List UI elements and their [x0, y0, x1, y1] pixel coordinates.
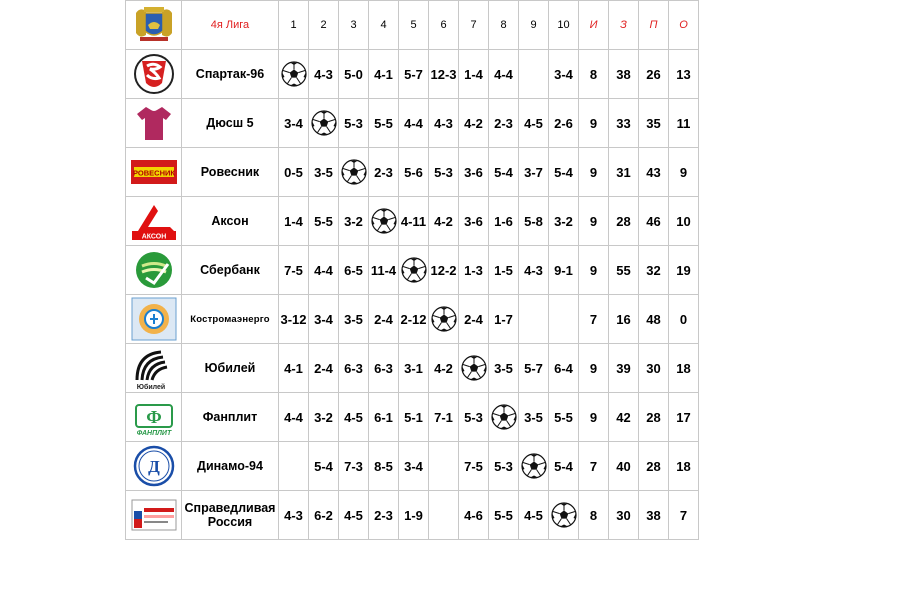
team-logo-cell — [126, 344, 182, 393]
match-result: 4-4 — [279, 393, 309, 442]
stat-header-points: О — [669, 1, 699, 50]
stat-games: 9 — [579, 99, 609, 148]
stat-goals-scored: 28 — [609, 197, 639, 246]
team-row — [126, 393, 699, 442]
match-result: 5-4 — [489, 148, 519, 197]
team-name: Фанплит — [182, 393, 279, 442]
team-logo-cell — [126, 197, 182, 246]
match-result: 1-7 — [489, 295, 519, 344]
stat-points: 13 — [669, 50, 699, 99]
svg-text:РОВЕСНИК: РОВЕСНИК — [132, 168, 175, 178]
stat-games: 7 — [579, 295, 609, 344]
match-result: 11-4 — [369, 246, 399, 295]
match-result: 5-5 — [549, 393, 579, 442]
match-result: 6-1 — [369, 393, 399, 442]
soccer-ball-icon — [341, 159, 367, 185]
stat-points: 0 — [669, 295, 699, 344]
match-result: 5-4 — [309, 442, 339, 491]
team-logo-cell — [126, 442, 182, 491]
stat-goals-conceded: 32 — [639, 246, 669, 295]
match-result: 6-4 — [549, 344, 579, 393]
soccer-ball-icon — [491, 404, 517, 430]
soccer-ball-icon — [461, 355, 487, 381]
header-row — [126, 1, 699, 50]
match-result: 4-3 — [429, 99, 459, 148]
self-match-cell — [309, 99, 339, 148]
match-result: 6-3 — [369, 344, 399, 393]
match-result: 3-5 — [339, 295, 369, 344]
match-result: 4-1 — [369, 50, 399, 99]
match-result: 2-4 — [459, 295, 489, 344]
match-result: 2-3 — [369, 148, 399, 197]
match-result: 5-5 — [309, 197, 339, 246]
match-result: 7-5 — [459, 442, 489, 491]
match-result: 5-5 — [489, 491, 519, 540]
match-result: 2-6 — [549, 99, 579, 148]
round-number: 6 — [429, 1, 459, 50]
match-result — [519, 50, 549, 99]
match-result: 3-4 — [279, 99, 309, 148]
fanplit-logo-icon — [130, 397, 178, 437]
soccer-ball-icon — [311, 110, 337, 136]
team-name: Справедливая Россия — [182, 491, 279, 540]
match-result: 5-1 — [399, 393, 429, 442]
svg-text:ФАНПЛИТ: ФАНПЛИТ — [136, 430, 171, 437]
match-result: 2-4 — [369, 295, 399, 344]
stat-goals-scored: 38 — [609, 50, 639, 99]
match-result: 4-11 — [399, 197, 429, 246]
stat-goals-conceded: 35 — [639, 99, 669, 148]
match-result — [429, 491, 459, 540]
match-result: 4-3 — [309, 50, 339, 99]
stat-goals-scored: 33 — [609, 99, 639, 148]
match-result: 4-2 — [429, 197, 459, 246]
team-row — [126, 295, 699, 344]
stat-games: 7 — [579, 442, 609, 491]
self-match-cell — [519, 442, 549, 491]
svg-text:Ф: Ф — [145, 407, 162, 427]
stat-goals-conceded: 46 — [639, 197, 669, 246]
match-result: 4-4 — [309, 246, 339, 295]
match-result: 5-7 — [399, 50, 429, 99]
spravedlivaya-rossiya-logo-icon — [131, 499, 177, 531]
team-name: Спартак-96 — [182, 50, 279, 99]
round-number: 2 — [309, 1, 339, 50]
team-logo-cell — [126, 246, 182, 295]
match-result: 2-12 — [399, 295, 429, 344]
match-result: 5-0 — [339, 50, 369, 99]
match-result: 3-5 — [309, 148, 339, 197]
round-number: 8 — [489, 1, 519, 50]
match-result — [519, 295, 549, 344]
stat-points: 19 — [669, 246, 699, 295]
stat-goals-conceded: 43 — [639, 148, 669, 197]
match-result: 5-8 — [519, 197, 549, 246]
round-number: 1 — [279, 1, 309, 50]
match-result: 6-2 — [309, 491, 339, 540]
svg-text:Д: Д — [147, 457, 160, 476]
team-row — [126, 491, 699, 540]
match-result: 4-4 — [399, 99, 429, 148]
match-result: 3-4 — [549, 50, 579, 99]
team-name: Юбилей — [182, 344, 279, 393]
match-result: 1-6 — [489, 197, 519, 246]
stat-goals-conceded: 26 — [639, 50, 669, 99]
team-logo-cell — [126, 99, 182, 148]
stat-goals-scored: 30 — [609, 491, 639, 540]
crest-cell — [126, 1, 182, 50]
soccer-ball-icon — [521, 453, 547, 479]
match-result: 5-5 — [369, 99, 399, 148]
match-result: 1-5 — [489, 246, 519, 295]
stat-goals-conceded: 38 — [639, 491, 669, 540]
stat-goals-scored: 39 — [609, 344, 639, 393]
self-match-cell — [549, 491, 579, 540]
svg-text:АКСОН: АКСОН — [141, 233, 166, 241]
svg-text:Юбилей: Юбилей — [136, 384, 165, 390]
stat-points: 11 — [669, 99, 699, 148]
match-result: 4-2 — [459, 99, 489, 148]
match-result: 7-1 — [429, 393, 459, 442]
match-result: 0-5 — [279, 148, 309, 197]
self-match-cell — [459, 344, 489, 393]
soccer-ball-icon — [431, 306, 457, 332]
league-title: 4я Лига — [182, 1, 279, 50]
stat-header-goals-scored: З — [609, 1, 639, 50]
match-result — [549, 295, 579, 344]
stat-goals-scored: 42 — [609, 393, 639, 442]
round-number: 10 — [549, 1, 579, 50]
soccer-ball-icon — [281, 61, 307, 87]
team-logo-cell — [126, 295, 182, 344]
round-number: 9 — [519, 1, 549, 50]
match-result: 12-2 — [429, 246, 459, 295]
stat-goals-scored: 31 — [609, 148, 639, 197]
match-result: 2-4 — [309, 344, 339, 393]
kostromaenergo-logo-icon — [131, 297, 177, 341]
match-result: 3-2 — [549, 197, 579, 246]
dinamo-logo-icon — [133, 445, 175, 487]
stat-games: 9 — [579, 148, 609, 197]
team-name: Дюсш 5 — [182, 99, 279, 148]
stat-games: 8 — [579, 491, 609, 540]
match-result: 5-3 — [429, 148, 459, 197]
stat-goals-conceded: 28 — [639, 393, 669, 442]
match-result: 7-3 — [339, 442, 369, 491]
jersey-logo-icon — [134, 103, 174, 143]
yubiley-logo-icon — [131, 346, 177, 390]
team-row — [126, 442, 699, 491]
match-result: 4-4 — [489, 50, 519, 99]
match-result: 1-4 — [279, 197, 309, 246]
stat-goals-scored: 55 — [609, 246, 639, 295]
team-logo-cell — [126, 50, 182, 99]
match-result: 12-3 — [429, 50, 459, 99]
team-row — [126, 148, 699, 197]
league-table — [125, 0, 699, 540]
self-match-cell — [429, 295, 459, 344]
match-result: 3-6 — [459, 148, 489, 197]
match-result: 4-1 — [279, 344, 309, 393]
stat-points: 17 — [669, 393, 699, 442]
team-name: Сбербанк — [182, 246, 279, 295]
stat-goals-conceded: 48 — [639, 295, 669, 344]
team-logo-cell — [126, 148, 182, 197]
match-result: 3-5 — [519, 393, 549, 442]
sberbank-logo-icon — [134, 250, 174, 290]
stat-points: 7 — [669, 491, 699, 540]
stat-points: 9 — [669, 148, 699, 197]
match-result: 3-4 — [309, 295, 339, 344]
match-result: 8-5 — [369, 442, 399, 491]
match-result: 3-2 — [339, 197, 369, 246]
spartak-logo-icon — [132, 53, 176, 95]
round-number: 3 — [339, 1, 369, 50]
match-result: 1-3 — [459, 246, 489, 295]
match-result — [279, 442, 309, 491]
soccer-ball-icon — [551, 502, 577, 528]
match-result: 4-6 — [459, 491, 489, 540]
match-result: 5-7 — [519, 344, 549, 393]
team-row — [126, 99, 699, 148]
stat-points: 18 — [669, 344, 699, 393]
stat-games: 9 — [579, 197, 609, 246]
match-result: 1-9 — [399, 491, 429, 540]
self-match-cell — [279, 50, 309, 99]
match-result — [429, 442, 459, 491]
team-name: Аксон — [182, 197, 279, 246]
stat-header-games: И — [579, 1, 609, 50]
self-match-cell — [399, 246, 429, 295]
match-result: 4-5 — [519, 99, 549, 148]
stat-games: 9 — [579, 393, 609, 442]
round-number: 5 — [399, 1, 429, 50]
self-match-cell — [339, 148, 369, 197]
stat-goals-conceded: 30 — [639, 344, 669, 393]
team-name: Ровесник — [182, 148, 279, 197]
stat-points: 10 — [669, 197, 699, 246]
coat-of-arms-icon — [132, 5, 176, 45]
round-number: 4 — [369, 1, 399, 50]
team-name: Динамо-94 — [182, 442, 279, 491]
match-result: 5-4 — [549, 442, 579, 491]
match-result: 1-4 — [459, 50, 489, 99]
soccer-ball-icon — [371, 208, 397, 234]
match-result: 3-1 — [399, 344, 429, 393]
stat-games: 9 — [579, 246, 609, 295]
stat-games: 9 — [579, 344, 609, 393]
team-row — [126, 246, 699, 295]
match-result: 4-2 — [429, 344, 459, 393]
stat-header-goals-conceded: П — [639, 1, 669, 50]
team-logo-cell — [126, 393, 182, 442]
match-result: 3-4 — [399, 442, 429, 491]
round-number: 7 — [459, 1, 489, 50]
match-result: 2-3 — [369, 491, 399, 540]
match-result: 5-6 — [399, 148, 429, 197]
stat-goals-scored: 40 — [609, 442, 639, 491]
match-result: 3-6 — [459, 197, 489, 246]
match-result: 5-3 — [459, 393, 489, 442]
match-result: 5-3 — [489, 442, 519, 491]
akson-logo-icon — [130, 201, 178, 241]
match-result: 5-3 — [339, 99, 369, 148]
team-logo-cell — [126, 491, 182, 540]
stat-goals-scored: 16 — [609, 295, 639, 344]
team-name: Костромаэнерго — [182, 295, 279, 344]
match-result: 7-5 — [279, 246, 309, 295]
self-match-cell — [369, 197, 399, 246]
stat-games: 8 — [579, 50, 609, 99]
match-result: 4-5 — [339, 393, 369, 442]
match-result: 2-3 — [489, 99, 519, 148]
match-result: 4-3 — [519, 246, 549, 295]
match-result: 4-5 — [339, 491, 369, 540]
match-result: 3-2 — [309, 393, 339, 442]
soccer-ball-icon — [401, 257, 427, 283]
stat-points: 18 — [669, 442, 699, 491]
team-row — [126, 197, 699, 246]
team-row — [126, 344, 699, 393]
match-result: 3-5 — [489, 344, 519, 393]
rovesnik-logo-icon — [131, 160, 177, 184]
match-result: 5-4 — [549, 148, 579, 197]
team-row — [126, 50, 699, 99]
match-result: 3-12 — [279, 295, 309, 344]
match-result: 3-7 — [519, 148, 549, 197]
match-result: 9-1 — [549, 246, 579, 295]
match-result: 4-5 — [519, 491, 549, 540]
match-result: 6-5 — [339, 246, 369, 295]
stat-goals-conceded: 28 — [639, 442, 669, 491]
match-result: 4-3 — [279, 491, 309, 540]
match-result: 6-3 — [339, 344, 369, 393]
self-match-cell — [489, 393, 519, 442]
